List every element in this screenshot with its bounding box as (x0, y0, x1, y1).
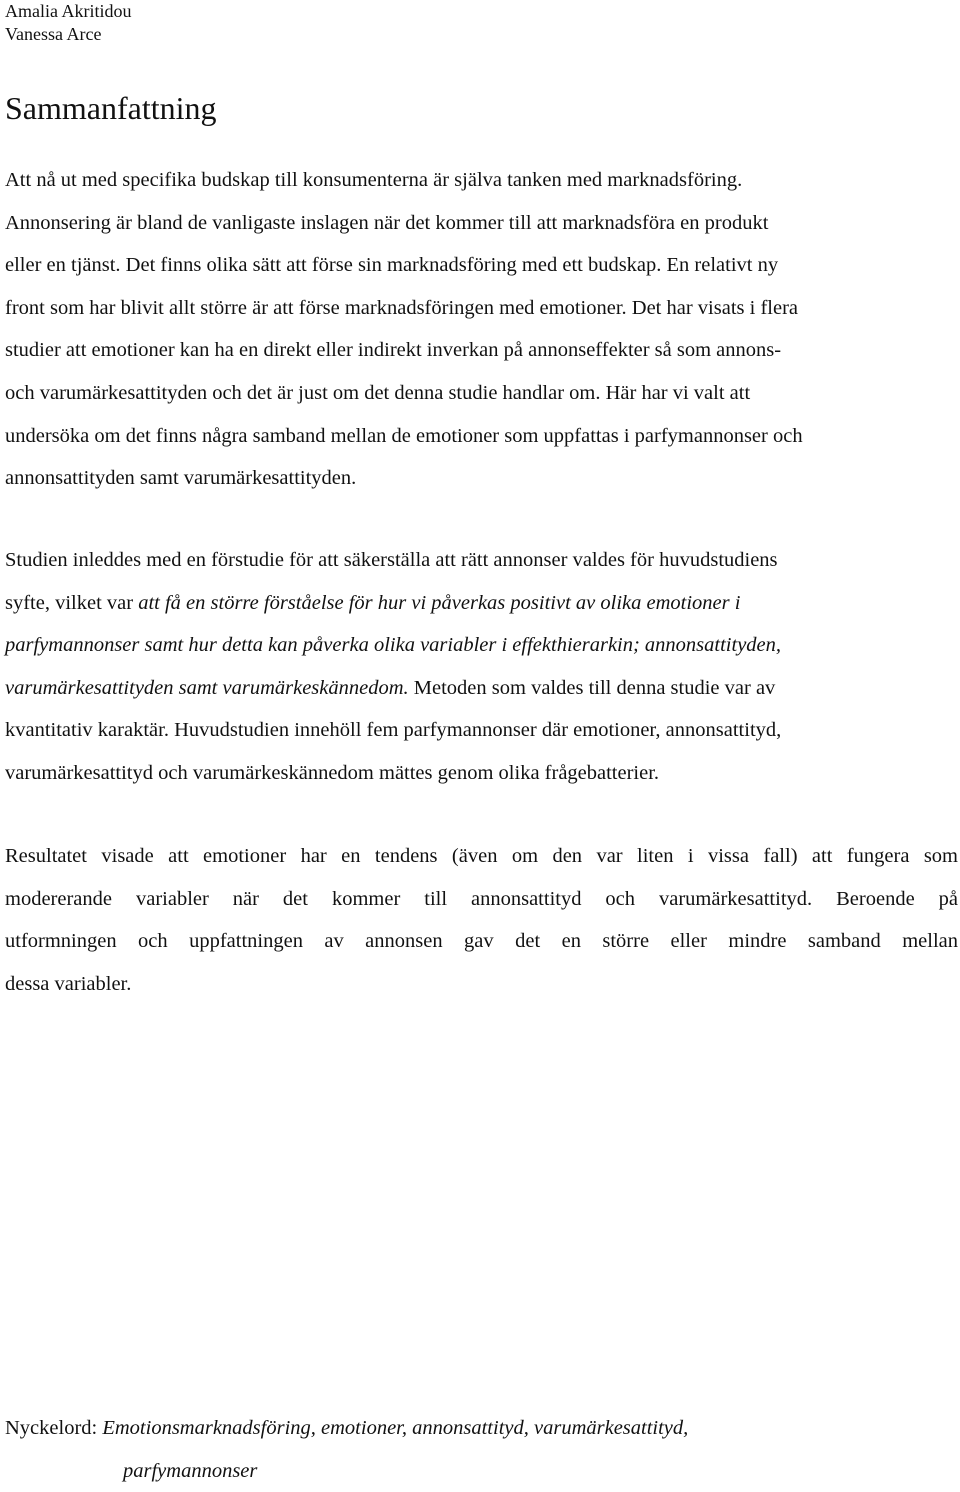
author-name: Vanessa Arce (5, 24, 102, 44)
text-line: kvantitativ karaktär. Huvudstudien innehöll fem parfymannonser där emotioner, annonsattityd, (5, 719, 782, 742)
summary-paragraph-3 (5, 835, 958, 1005)
text-line: och varumärkesattityden och det är just om det denna studie handlar om. Här har vi valt att (5, 381, 751, 404)
text-line: undersöka om det finns några samband mellan de emotioner som uppfattas i parfymannonser och (5, 424, 803, 447)
text-line (5, 582, 958, 625)
italic-text-segment: att få en större förståelse för hur vi påverkas positivt av olika emotioner i (138, 591, 741, 614)
summary-paragraph-2 (5, 539, 958, 795)
author-list (5, 0, 131, 46)
italic-text-segment: parfymannonser samt hur detta kan påverka olika variabler i effekthierarkin; annonsattityden, (5, 634, 782, 657)
text-line: Annonsering är bland de vanligaste inslagen när det kommer till att marknadsföra en produkt (5, 211, 769, 234)
text-line: modererande variabler när det kommer till annonsattityd och varumärkesattityd. Beroende på (5, 887, 958, 910)
text-segment: syfte, vilket var (5, 591, 139, 614)
text-line: dessa variabler. (5, 972, 132, 995)
text-line: Studien inleddes med en förstudie för att säkerställa att rätt annonser valdes för huvudstudiens (5, 549, 778, 571)
text-line: utformningen och uppfattningen av annonsen gav det en större eller mindre samband mellan (5, 930, 958, 953)
keywords-section (5, 1407, 958, 1492)
text-line: varumärkesattityd och varumärkeskännedom mättes genom olika frågebatterier. (5, 761, 660, 784)
text-line: eller en tjänst. Det finns olika sätt att förse sin marknadsföring med ett budskap. En relativt ny (5, 254, 779, 277)
text-line (5, 1407, 958, 1450)
text-line: Att nå ut med specifika budskap till konsumenterna är själva tanken med marknadsföring. (5, 169, 743, 191)
text-line: Resultatet visade att emotioner har en tendens (även om den var liten i vissa fall) att fungera som (5, 845, 958, 867)
text-line: front som har blivit allt större är att förse marknadsföringen med emotioner. Det har visats i flera (5, 296, 798, 319)
keywords-list: Emotionsmarknadsföring, emotioner, annonsattityd, varumärkesattityd, (102, 1417, 689, 1439)
text-line: annonsattityden samt varumärkesattityden. (5, 467, 357, 490)
text-line: studier att emotioner kan ha en direkt eller indirekt inverkan på annonseffekter så som annons- (5, 339, 782, 362)
italic-text-segment: varumärkesattityden samt varumärkeskännedom. (5, 676, 409, 699)
text-line (5, 624, 958, 667)
text-segment: Metoden som valdes till denna studie var av (408, 676, 776, 699)
keywords-list: parfymannonser (123, 1459, 258, 1482)
page-title: Sammanfattning (5, 90, 217, 126)
text-line (5, 1450, 958, 1492)
text-line (5, 667, 958, 710)
summary-paragraph-1 (5, 159, 958, 500)
author-name: Amalia Akritidou (5, 1, 132, 21)
keywords-label: Nyckelord: (5, 1417, 103, 1439)
